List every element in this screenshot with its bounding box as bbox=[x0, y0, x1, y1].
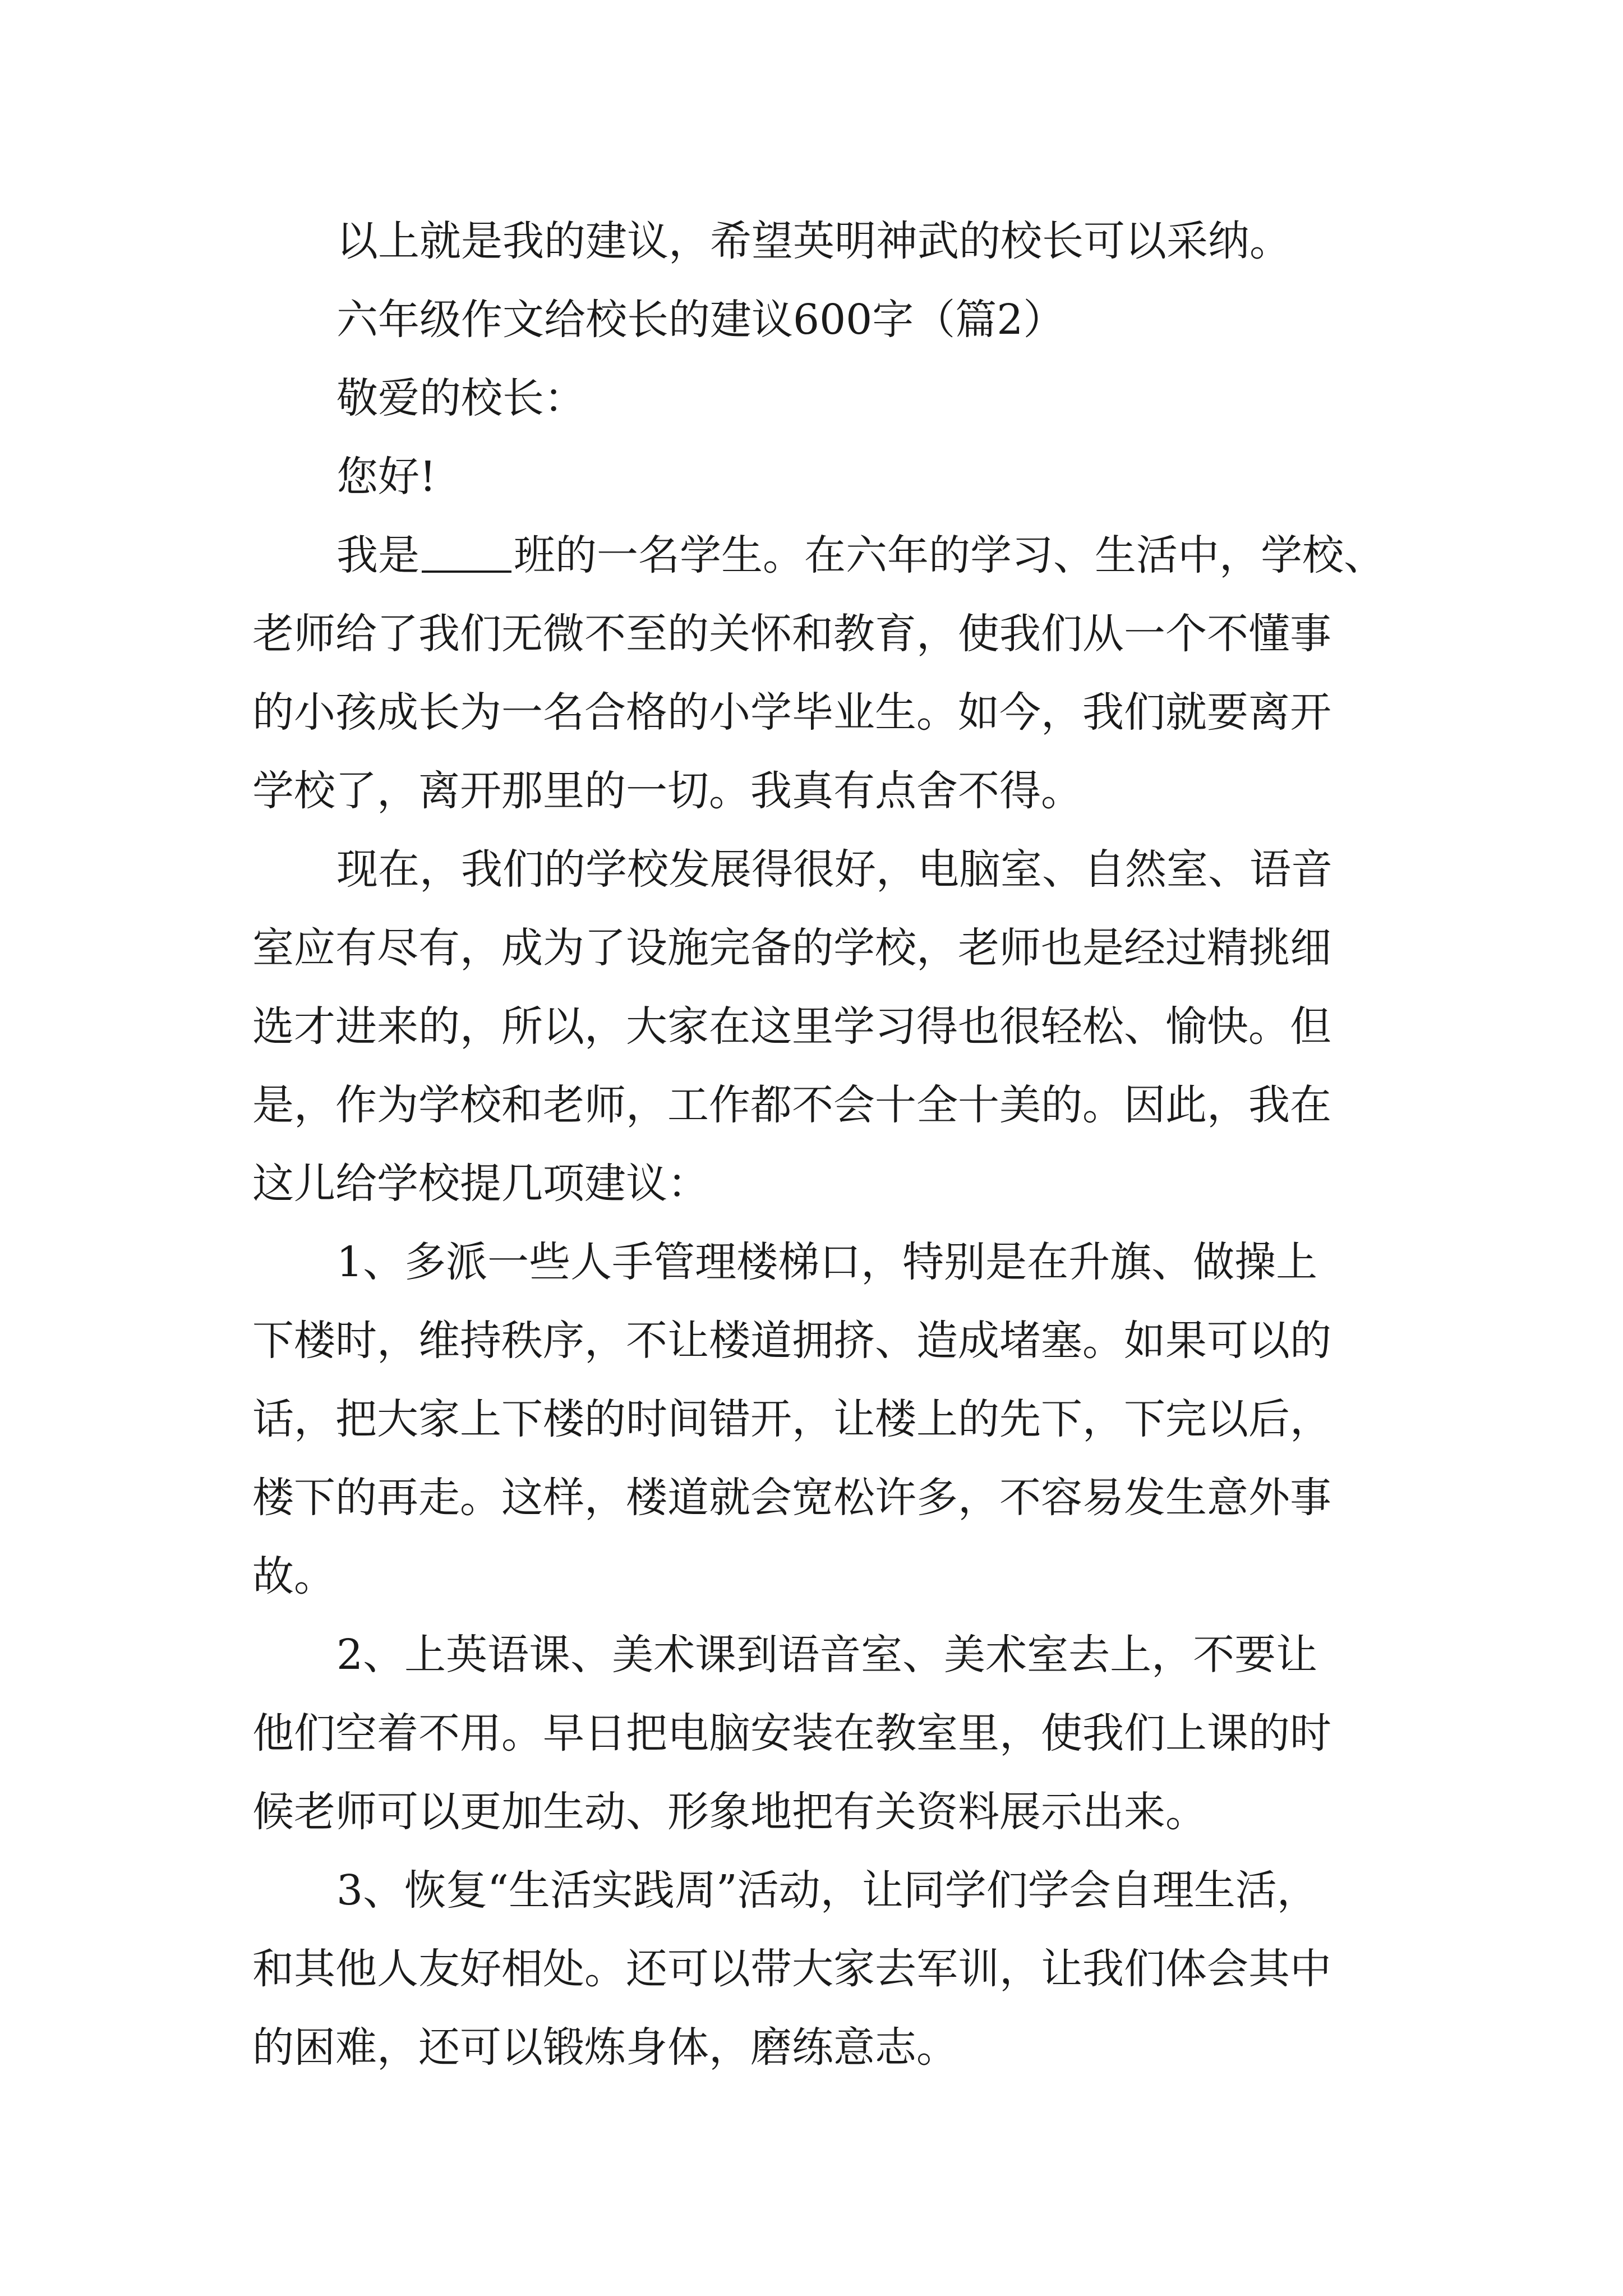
paragraph-5-line-2: 和其他人友好相处。还可以带大家去军训，让我们体会其中 bbox=[252, 1945, 1331, 1993]
greeting: 您好! bbox=[336, 453, 436, 501]
paragraph-5-line-1: 3、恢复“生活实践周”活动，让同学们学会自理生活， bbox=[336, 1866, 1318, 1915]
paragraph-4-line-1: 2、上英语课、美术课到语音室、美术室去上，不要让 bbox=[336, 1631, 1318, 1679]
paragraph-2-line-1: 现在，我们的学校发展得很好，电脑室、自然室、语音 bbox=[336, 845, 1332, 894]
paragraph-2-line-5: 这儿给学校提几项建议： bbox=[252, 1159, 709, 1208]
paragraph-3-line-5: 故。 bbox=[252, 1552, 335, 1600]
fill-in-blank bbox=[422, 568, 511, 573]
paragraph-3-line-3: 话，把大家上下楼的时间错开，让楼上的先下，下完以后， bbox=[252, 1395, 1331, 1443]
paragraph-1-line-4: 学校了，离开那里的一切。我真有点舍不得。 bbox=[252, 767, 1082, 815]
paragraph-4-line-3: 候老师可以更加生动、形象地把有关资料展示出来。 bbox=[252, 1788, 1207, 1836]
paragraph-1-line-1 bbox=[336, 522, 1514, 589]
paragraph-2-line-4: 是，作为学校和老师，工作都不会十全十美的。因此，我在 bbox=[252, 1081, 1331, 1129]
paragraph-1-prefix: 我是 bbox=[336, 531, 419, 579]
paragraph-2-line-2: 室应有尽有，成为了设施完备的学校，老师也是经过精挑细 bbox=[252, 924, 1331, 972]
paragraph-1-suffix: 班的一名学生。在六年的学习、生活中，学校、 bbox=[514, 531, 1385, 579]
paragraph-2-line-3: 选才进来的，所以，大家在这里学习得也很轻松、愉快。但 bbox=[252, 1002, 1331, 1051]
closing-line: 以上就是我的建议，希望英明神武的校长可以采纳。 bbox=[336, 217, 1291, 265]
paragraph-1-line-3: 的小孩成长为一名合格的小学毕业生。如今，我们就要离开 bbox=[252, 688, 1331, 737]
paragraph-5-line-3: 的困难，还可以锻炼身体，磨练意志。 bbox=[252, 2023, 958, 2072]
paragraph-3-line-2: 下楼时，维持秩序，不让楼道拥挤、造成堵塞。如果可以的 bbox=[252, 1317, 1331, 1365]
paragraph-1-line-2: 老师给了我们无微不至的关怀和教育，使我们从一个不懂事 bbox=[252, 610, 1331, 658]
article-title: 六年级作文给校长的建议600字（篇2） bbox=[336, 296, 1065, 344]
paragraph-3-line-1: 1、多派一些人手管理楼梯口，特别是在升旗、做操上 bbox=[336, 1238, 1318, 1286]
salutation: 敬爱的校长： bbox=[336, 374, 585, 422]
paragraph-4-line-2: 他们空着不用。早日把电脑安装在教室里，使我们上课的时 bbox=[252, 1709, 1331, 1757]
paragraph-3-line-4: 楼下的再走。这样，楼道就会宽松许多，不容易发生意外事 bbox=[252, 1474, 1331, 1522]
